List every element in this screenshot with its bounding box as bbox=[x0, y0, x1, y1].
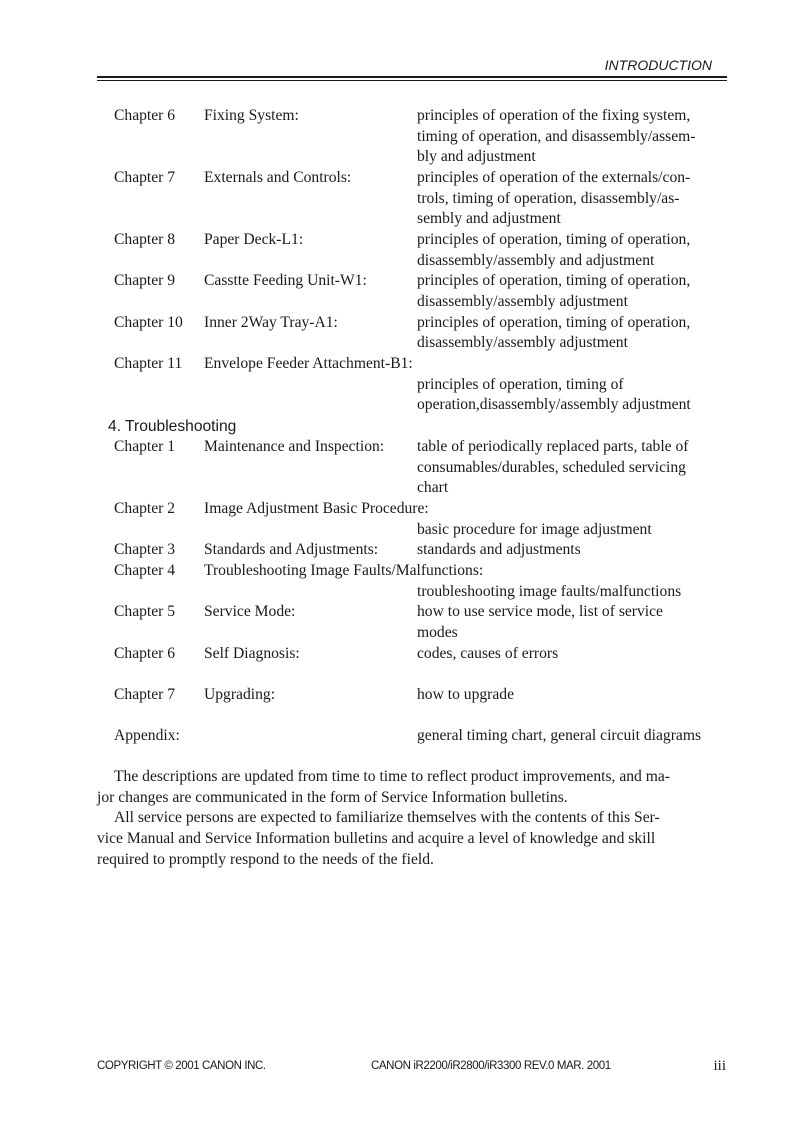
chapter-title: Fixing System: bbox=[204, 107, 299, 124]
chapter-label: Chapter 6 bbox=[114, 645, 176, 662]
paragraph-2-line-3: required to promptly respond to the needs of the field. bbox=[97, 851, 434, 868]
paragraph-1-line-1: The descriptions are updated from time to time to reflect product improvements, and ma- bbox=[114, 768, 670, 785]
header-rule-thick bbox=[97, 76, 727, 78]
chapter-desc-line: troubleshooting image faults/malfunctions bbox=[417, 583, 682, 600]
chapter-desc-line: how to upgrade bbox=[417, 686, 515, 703]
chapter-label: Chapter 7 bbox=[114, 686, 176, 703]
chapter-title: Troubleshooting Image Faults/Malfunctions: bbox=[204, 562, 484, 579]
chapter-title: Inner 2Way Tray-A1: bbox=[204, 314, 338, 331]
chapter-desc-line: disassembly/assembly adjustment bbox=[417, 334, 628, 351]
chapter-label: Chapter 7 bbox=[114, 169, 176, 186]
chapter-desc-line: basic procedure for image adjustment bbox=[417, 521, 652, 538]
chapter-desc-line: disassembly/assembly adjustment bbox=[417, 293, 628, 310]
chapter-title: Envelope Feeder Attachment-B1: bbox=[204, 355, 413, 372]
chapter-desc-line: table of periodically replaced parts, table of bbox=[417, 438, 689, 455]
chapter-title: Standards and Adjustments: bbox=[204, 541, 379, 558]
chapter-label: Chapter 6 bbox=[114, 107, 176, 124]
chapter-desc-line: principles of operation of the externals/con- bbox=[417, 169, 691, 186]
chapter-desc-line: codes, causes of errors bbox=[417, 645, 559, 662]
chapter-title: Image Adjustment Basic Procedure: bbox=[204, 500, 429, 517]
chapter-title: Paper Deck-L1: bbox=[204, 231, 304, 248]
chapter-label: Chapter 5 bbox=[114, 603, 176, 620]
chapter-desc-line: sembly and adjustment bbox=[417, 210, 561, 227]
paragraph-1-line-2: jor changes are communicated in the form of Service Information bulletins. bbox=[97, 789, 568, 806]
section-heading-troubleshooting: 4. Troubleshooting bbox=[108, 418, 237, 435]
chapter-desc-line: modes bbox=[417, 624, 458, 641]
page-number: iii bbox=[713, 1058, 726, 1074]
chapter-label: Chapter 1 bbox=[114, 438, 176, 455]
chapter-title: Externals and Controls: bbox=[204, 169, 352, 186]
chapter-desc-line: timing of operation, and disassembly/assem- bbox=[417, 128, 696, 145]
chapter-desc-line: bly and adjustment bbox=[417, 148, 536, 165]
chapter-label: Chapter 4 bbox=[114, 562, 176, 579]
appendix-label: Appendix: bbox=[114, 727, 180, 744]
header-title: INTRODUCTION bbox=[604, 57, 712, 73]
paragraph-2-line-2: vice Manual and Service Information bulletins and acquire a level of knowledge and skill bbox=[97, 830, 656, 847]
chapter-title: Casstte Feeding Unit-W1: bbox=[204, 272, 367, 289]
chapter-desc-line: principles of operation, timing of operation, bbox=[417, 314, 691, 331]
chapter-label: Chapter 3 bbox=[114, 541, 176, 558]
chapter-label: Chapter 9 bbox=[114, 272, 176, 289]
chapter-desc-line: how to use service mode, list of service bbox=[417, 603, 663, 620]
chapter-title: Maintenance and Inspection: bbox=[204, 438, 385, 455]
header-rule-thin bbox=[97, 80, 727, 81]
chapter-label: Chapter 10 bbox=[114, 314, 183, 331]
chapter-desc-line: chart bbox=[417, 479, 449, 496]
chapter-desc-line: operation,disassembly/assembly adjustment bbox=[417, 396, 691, 413]
appendix-desc: general timing chart, general circuit diagrams bbox=[417, 727, 702, 744]
footer-model: CANON iR2200/iR2800/iR3300 REV.0 MAR. 2001 bbox=[371, 1060, 611, 1072]
chapter-desc-line: standards and adjustments bbox=[417, 541, 581, 558]
chapter-desc-line: principles of operation, timing of operation, bbox=[417, 272, 691, 289]
chapter-desc-line: principles of operation of the fixing system, bbox=[417, 107, 691, 124]
footer-copyright: COPYRIGHT © 2001 CANON INC. bbox=[97, 1060, 266, 1072]
chapter-desc-line: disassembly/assembly and adjustment bbox=[417, 252, 655, 269]
chapter-label: Chapter 2 bbox=[114, 500, 176, 517]
chapter-title: Self Diagnosis: bbox=[204, 645, 300, 662]
chapter-label: Chapter 11 bbox=[114, 355, 183, 372]
chapter-title: Service Mode: bbox=[204, 603, 296, 620]
chapter-title: Upgrading: bbox=[204, 686, 276, 703]
paragraph-2-line-1: All service persons are expected to familiarize themselves with the contents of this Ser- bbox=[114, 809, 660, 826]
chapter-desc-line: principles of operation, timing of operation, bbox=[417, 231, 691, 248]
chapter-desc-line: trols, timing of operation, disassembly/as- bbox=[417, 190, 680, 207]
chapter-desc-line: consumables/durables, scheduled servicing bbox=[417, 459, 686, 476]
chapter-label: Chapter 8 bbox=[114, 231, 176, 248]
chapter-desc-line: principles of operation, timing of bbox=[417, 376, 624, 393]
